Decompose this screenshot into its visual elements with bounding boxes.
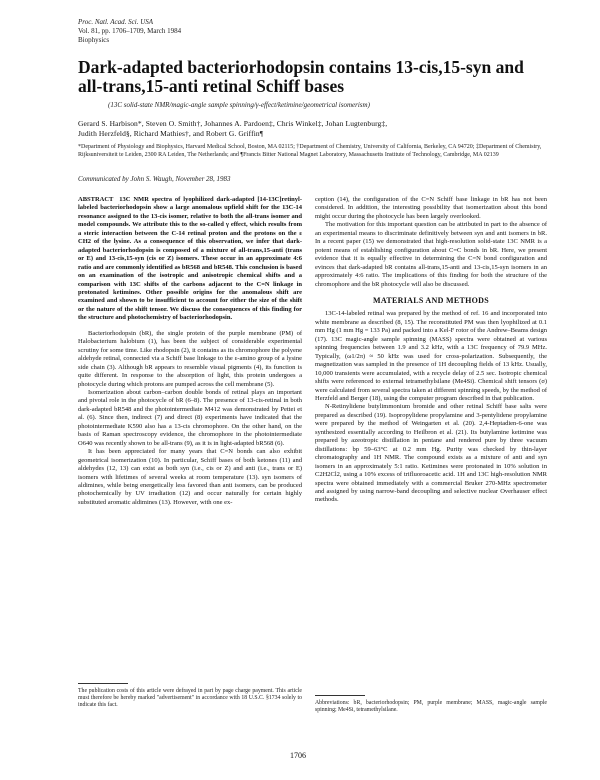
abbreviations-footnote: Abbreviations: bR, bacteriorhodopsin; PM, purple membrane; MASS, magic-angle sample spinning; Me4Si, tetramethylsilane. — [315, 700, 547, 714]
author-list — [78, 119, 548, 139]
body-paragraph: It has been appreciated for many years that C=N bonds can also exhibit geometrical isomerization (10). In particular, Schiff bases of both ketones (11) and aldehydes (12, 13) can exist as both syn (i.e., cis or Z) and anti (i.e., trans or E) isomers with lifetimes of several weeks at room temperature (13). syn isomers of aldimines, while being energetically less favored than anti isomers, can be produced photochemically by UV irradiation (12) and occur naturally for certain highly substituted aromatic aldimines (13). However, with one ex- — [78, 448, 302, 506]
footnote-rule — [78, 683, 128, 684]
authors-line-2: Judith Herzfeld§, Richard Mathies†, and Robert G. Griffin¶ — [78, 129, 264, 138]
article-title — [78, 58, 548, 96]
title-line-2: all-trans,15-anti retinal Schiff bases — [78, 76, 345, 96]
journal-name: Proc. Natl. Acad. Sci. USA — [78, 18, 154, 26]
journal-header — [78, 18, 181, 45]
publication-footnote: The publication costs of this article were defrayed in part by page charge payment. This article must therefore be hereby marked "advertisement" in accordance with 18 U.S.C. §1734 solely to indicate this fact. — [78, 688, 302, 709]
abstract-block — [78, 196, 302, 323]
body-paragraph: ception (14), the configuration of the C=N Schiff base linkage in bR has not been considered. In addition, the interesting possibility that isomerization about this bond might occur during the photocycle has been largely overlooked. — [315, 196, 547, 220]
abstract-text: 13C NMR spectra of lyophilized dark-adapted [14-13C]retinyl-labeled bacteriorhodopsin show a large anomalous upfield shift for the 13C-14 resonance assigned to the 13-cis isomer, relative to both the all-trans isomer and model compounds. We attribute this to the so-called γ effect, which results from a steric interaction between the C-14 retinal proton and the protons on the ε CH2 of the lysine. As a consequence of this observation, we infer that dark-adapted bacteriorhodopsin is composed of a mixture of all-trans,15-anti (trans or E) and 13-cis,15-syn (cis or Z) isomers. These occur in an approximate 4:6 ratio and are commonly identified as bR568 and bR548. This conclusion is based on an examination of the isotropic and anisotropic chemical shifts and a comparison with 13C shifts of the carbons adjacent to the C=N linkage in protonated ketimines. Other possible origins for the anomalous shift are examined and shown to be insufficient to account for either the size of the shift or the nature of the shift tensor. We discuss the consequences of this finding for the structure and photochemistry of bacteriorhodopsin. — [78, 196, 303, 322]
keywords-subtitle: (13C solid-state NMR/magic-angle sample spinning/γ-effect/ketimine/geometrical isomerism) — [108, 101, 370, 109]
methods-paragraph: 13C-14-labeled retinal was prepared by the method of ref. 16 and incorporated into white membrane as described (8, 15). The reconstituted PM was then lyophilized at 0.1 mm Hg (1 mm Hg = 133 Pa) and packed into a Kel-F rotor of the Andrew–Beams design (17). 13C magic-angle sample spinning (MASS) spectra were obtained at various spinning frequencies between 1.9 and 3.2 kHz, with a 13C frequency of 79.9 MHz. Typically, (ω1/2π) ≈ 50 kHz was used for cross-polarization. Subsequently, the magnetization was sampled in the presence of 1H decoupling fields of 13 kHz. Usually, 10,000 transients were accumulated, with a recycle delay of 2.5 sec. Isotropic chemical shifts were referenced to external tetramethylsilane (Me4Si). Chemical shift tensors (σ) were calculated from several spectra taken at different spinning speeds, by the method of Herzfeld and Berger (18), using the computer program described in that publication. — [315, 310, 547, 402]
methods-paragraph: N-Retinylidene butylimmonium bromide and other retinal Schiff base salts were prepared as described (19). Isopropylidene propylamine and 3-pentylidene propylamine were prepared by the method of Weingarten et al. (20). 2,4-Heptadien-6-one was synthesized essentially according to Heilbron et al. (21). Its butylamine ketimine was prepared by azeotropic distillation in pentane and rendered pure by three vacuum distillations: bp 59–63°C at 0.2 mm Hg. Purity was checked by thin-layer chromatography and 1H NMR. The compound exists as a mixture of anti and syn isomers in an approximately 5:1 ratio. Ketimines were protonated in 10% solution in C2H2Cl2, using a 10% excess of trifluoroacetic acid. 1H and 13C high-resolution NMR spectra were obtained immediately with a commercial Bruker 270-MHz spectrometer and assigned by using narrow-band decoupling and selective nuclear Overhauser effect methods. — [315, 403, 547, 504]
title-line-1: Dark-adapted bacteriorhodopsin contains 13-cis,15-syn and — [78, 57, 524, 77]
communicated-by: Communicated by John S. Waugh, November 28, 1983 — [78, 175, 231, 183]
journal-section: Biophysics — [78, 36, 110, 44]
authors-line-1: Gerard S. Harbison*, Steven O. Smith†, Johannes A. Pardoen‡, Chris Winkel‡, Johan Lugtenburg‡, — [78, 119, 388, 128]
left-column — [78, 196, 302, 507]
body-paragraph: Isomerization about carbon–carbon double bonds of retinal plays an important and pivotal role in the photocycle of bR (6–8). The presence of 13-cis-retinal in both dark-adapted bR548 and the photointermediate M412 was demonstrated by Pettei et al. (6). Since then, indirect (7) and direct (8) experiments have indicated that the photointermediate K590 also has a 13-cis chromophore. On the other hand, on the basis of Raman spectroscopy evidence, the chromophore in the photointermediate O640 was recently shown to be all-trans (9), as it is in light-adapted bR568 (6). — [78, 388, 302, 447]
right-column — [315, 196, 547, 505]
abstract-label: ABSTRACT — [78, 196, 114, 203]
section-heading-methods: MATERIALS AND METHODS — [373, 295, 489, 305]
affiliations: *Department of Physiology and Biophysics, Harvard Medical School, Boston, MA 02115; †Department of Chemistry, University of California, Berkeley, CA 94720; ‡Department of Chemistry, Rijksuniversiteit te Leiden, 2300 RA Leiden, The Netherlands; and ¶Francis Bitter National Magnet Laboratory, Massachusetts Institute of Technology, Cambridge, MA 02139 — [78, 144, 542, 158]
page-number: 1706 — [290, 751, 306, 760]
body-paragraph: The motivation for this important question can be attributed in part to the absence of an experimental means to discriminate definitively between syn and anti isomers in bR. In a recent paper (15) we demonstrated that high-resolution solid-state 13C NMR is a potent means of establishing configuration about C=C bonds in bR. Here, we present evidence that it is equally effective in determining the C=N bond configuration and evinces that dark-adapted bR contains all-trans,15-anti and 13-cis,15-syn isomers in an approximately 4:6 ratio. The implications of this finding for both the structure of the chromophore and the bR photocycle will also be discussed. — [315, 221, 547, 288]
abbreviations-rule — [315, 695, 365, 696]
journal-volume: Vol. 81, pp. 1706–1709, March 1984 — [78, 27, 182, 35]
body-paragraph: Bacteriorhodopsin (bR), the single protein of the purple membrane (PM) of Halobacterium halobium (1), has been the subject of considerable experimental scrutiny for some time. Like rhodopsin (2), it contains as its chromophore the polyene aldehyde retinal, connected via a Schiff base linkage to the ε-amino group of a lysine side chain (3). Although bR appears to resemble visual pigments (4), its function is quite different. In response to the absorption of light, this protein undergoes a photocycle during which protons are pumped across the cell membrane (5). — [78, 329, 302, 388]
